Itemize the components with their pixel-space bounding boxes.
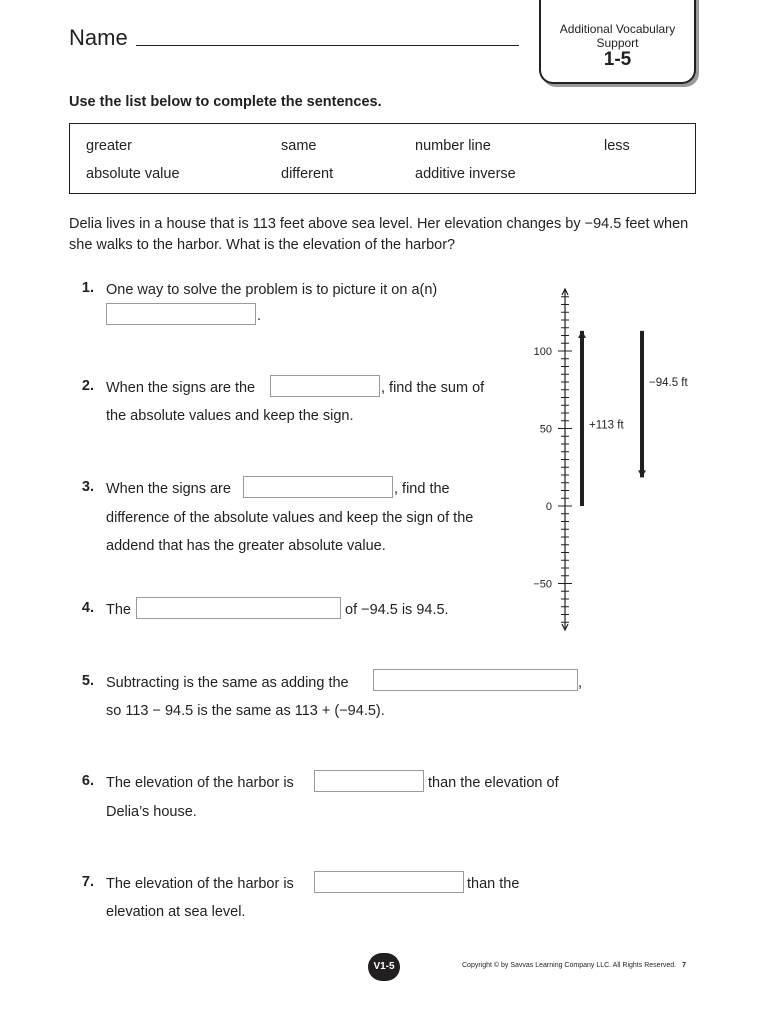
lesson-number: 1-5 xyxy=(603,49,632,70)
tab-title-line2: Support xyxy=(596,36,639,50)
lesson-tab xyxy=(539,0,696,84)
question-1-period: . xyxy=(257,308,262,324)
number-line-diagram xyxy=(515,275,715,645)
tick-label: 100 xyxy=(533,346,552,358)
arrow-head xyxy=(578,331,586,338)
word-additive-inverse: additive inverse xyxy=(415,166,516,182)
tab-title-line1: Additional Vocabulary xyxy=(559,22,676,36)
tick-label: −50 xyxy=(533,578,552,591)
arrow-head xyxy=(638,470,646,477)
question-3-text-after: , find the xyxy=(394,481,450,497)
word-different: different xyxy=(281,166,334,182)
copyright-notice xyxy=(462,962,686,969)
question-7-number: 7. xyxy=(81,874,94,890)
question-1-answer-box[interactable] xyxy=(106,303,256,325)
question-3-answer-box[interactable] xyxy=(243,476,393,498)
word-less: less xyxy=(604,138,630,154)
question-5-text: Subtracting is the same as adding the xyxy=(106,675,349,691)
word-number-line: number line xyxy=(415,138,491,154)
problem-statement: Delia lives in a house that is 113 feet above sea level. Her elevation changes by −94.5 feet when she walks to the harbor. What is the elevation of the harbor? xyxy=(69,216,689,253)
question-3-text: When the signs are xyxy=(106,481,231,497)
question-7-answer-box[interactable] xyxy=(314,871,464,893)
question-3-text-line3: addend that has the greater absolute value. xyxy=(106,538,386,554)
arrow-label: +113 ft xyxy=(589,419,624,432)
question-3-number: 3. xyxy=(81,479,94,495)
question-5-answer-box[interactable] xyxy=(373,669,578,691)
question-2-text-line2: the absolute values and keep the sign. xyxy=(106,408,354,424)
question-7-text-after: than the xyxy=(467,876,520,892)
question-2-text: When the signs are the xyxy=(106,380,256,396)
name-line[interactable] xyxy=(136,45,519,46)
question-4-text-after: of −94.5 is 94.5. xyxy=(345,602,449,618)
question-6-number: 6. xyxy=(81,773,94,789)
word-bank xyxy=(69,123,696,194)
question-6-text-after: than the elevation of xyxy=(428,775,559,791)
question-5-text-line2: so 113 − 94.5 is the same as 113 + (−94.5). xyxy=(106,703,385,719)
word-absolute-value: absolute value xyxy=(86,166,180,182)
question-2-number: 2. xyxy=(81,378,94,394)
arrow-label: −94.5 ft xyxy=(649,377,688,390)
question-4-answer-box[interactable] xyxy=(136,597,341,619)
question-6-text-line2: Delia’s house. xyxy=(106,804,197,820)
page-badge: V1-5 xyxy=(368,953,400,981)
question-6-answer-box[interactable] xyxy=(314,770,424,792)
question-5-number: 5. xyxy=(81,673,94,689)
question-7-text-line2: elevation at sea level. xyxy=(106,904,246,920)
name-label: Name xyxy=(69,25,128,50)
question-1-text: One way to solve the problem is to picture it on a(n) xyxy=(106,282,438,298)
question-1-number: 1. xyxy=(81,280,94,296)
page-number: 7 xyxy=(682,962,686,969)
question-2-text-after: , find the sum of xyxy=(381,380,485,396)
question-2-answer-box[interactable] xyxy=(270,375,380,397)
question-4-number: 4. xyxy=(81,600,94,616)
question-4-text: The xyxy=(106,602,131,618)
tick-label: 50 xyxy=(539,423,552,436)
word-same: same xyxy=(281,138,317,154)
question-6-text: The elevation of the harbor is xyxy=(106,775,294,791)
copyright-text: Copyright © by Savvas Learning Company LLC. All Rights Reserved. xyxy=(462,962,677,969)
tick-label: 0 xyxy=(545,501,552,513)
word-greater: greater xyxy=(86,138,132,154)
instructions: Use the list below to complete the sentences. xyxy=(69,94,382,110)
question-3-text-line2: difference of the absolute values and keep the sign of the xyxy=(106,510,474,526)
question-7-text: The elevation of the harbor is xyxy=(106,876,294,892)
question-5-comma: , xyxy=(578,675,583,691)
